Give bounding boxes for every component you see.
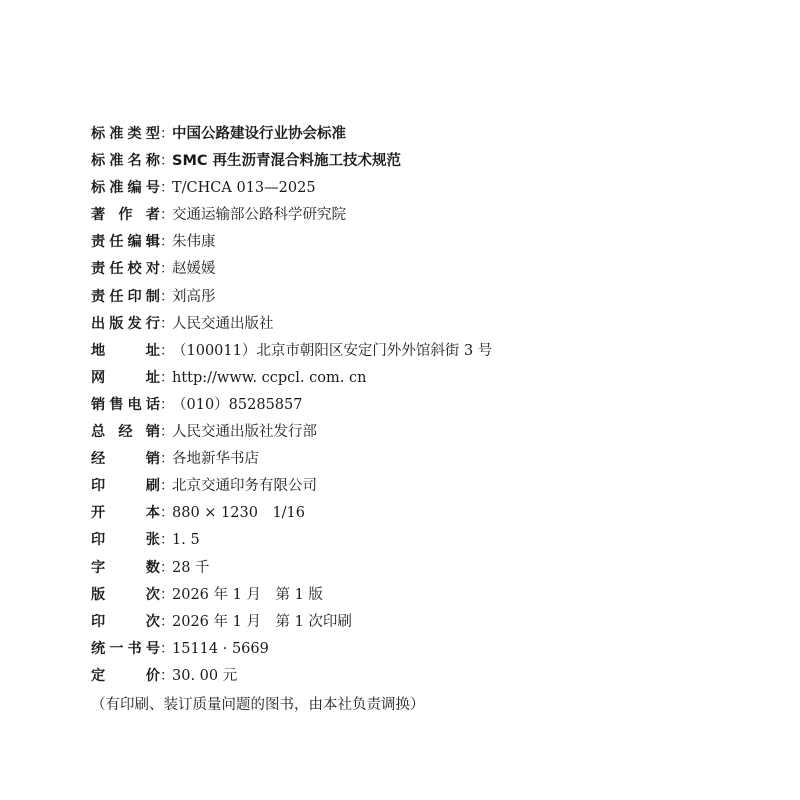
colophon-label: 责任编辑: [91, 234, 160, 251]
colophon-row: [91, 555, 751, 582]
colophon-value: 2026 年 1 月 第 1 版: [172, 586, 323, 603]
colophon-row: [91, 663, 751, 690]
quality-note: （有印刷、装订质量问题的图书，由本社负责调换）: [91, 696, 425, 713]
colophon-separator: ：: [160, 180, 174, 197]
colophon-label: 经 销: [91, 451, 160, 468]
colophon-separator: ：: [160, 126, 174, 142]
colophon-label: 网 址: [91, 369, 160, 386]
colophon-separator: ：: [160, 451, 174, 468]
colophon-value: 2026 年 1 月 第 1 次印刷: [172, 613, 352, 630]
colophon-label: 版 次: [91, 586, 160, 603]
colophon-row: [91, 338, 751, 365]
colophon-value: （010）85285857: [172, 396, 303, 413]
colophon-label: 印 张: [91, 532, 160, 549]
colophon-value: 交通运输部公路科学研究院: [172, 207, 346, 224]
colophon-row: [91, 284, 751, 311]
colophon-separator: ：: [160, 234, 174, 251]
colophon-row: [91, 473, 751, 500]
colophon-row: [91, 500, 751, 527]
colophon-row: [91, 609, 751, 636]
colophon-label: 著 作 者: [91, 207, 160, 224]
colophon-row: [91, 636, 751, 663]
colophon-label: 印 刷: [91, 478, 160, 495]
colophon-separator: ：: [160, 640, 174, 657]
colophon-separator: ：: [160, 342, 174, 359]
colophon-value: 刘高彤: [172, 288, 216, 305]
colophon-label: 责任校对: [91, 261, 160, 278]
colophon-row: [91, 175, 751, 202]
colophon-separator: ：: [160, 478, 174, 495]
colophon-label: 定 价: [91, 667, 160, 684]
colophon-separator: ：: [160, 396, 174, 413]
colophon-value: 各地新华书店: [172, 451, 259, 468]
colophon-label: 地 址: [91, 342, 160, 359]
colophon-row: [91, 202, 751, 229]
colophon-label: 责任印制: [91, 288, 160, 305]
colophon-separator: ：: [160, 505, 174, 522]
colophon-value: T/CHCA 013—2025: [172, 180, 316, 197]
colophon-row: [91, 311, 751, 338]
colophon-separator: ：: [160, 667, 174, 684]
colophon: [91, 121, 751, 719]
colophon-row: [91, 148, 751, 175]
colophon-separator: ：: [160, 153, 174, 170]
colophon-label: 出版发行: [91, 315, 160, 332]
colophon-label: 标准类型: [91, 126, 160, 142]
colophon-value: 30. 00 元: [172, 667, 238, 684]
colophon-row: [91, 527, 751, 554]
colophon-separator: ：: [160, 315, 174, 332]
colophon-separator: ：: [160, 424, 174, 441]
colophon-rows: [91, 121, 751, 690]
colophon-separator: ：: [160, 369, 174, 386]
colophon-separator: ：: [160, 532, 174, 549]
colophon-row: [91, 256, 751, 283]
colophon-row: [91, 229, 751, 256]
colophon-value: 1. 5: [172, 532, 200, 549]
colophon-value: 中国公路建设行业协会标准: [172, 126, 346, 142]
colophon-value: http://www. ccpcl. com. cn: [172, 369, 367, 386]
colophon-separator: ：: [160, 613, 174, 630]
colophon-value: 朱伟康: [172, 234, 216, 251]
colophon-value: 880 × 1230 1/16: [172, 505, 306, 522]
colophon-value: 28 千: [172, 559, 210, 576]
colophon-value: SMC 再生沥青混合料施工技术规范: [172, 153, 402, 170]
colophon-value: 北京交通印务有限公司: [172, 478, 317, 495]
colophon-label: 统一书号: [91, 640, 160, 657]
colophon-separator: ：: [160, 559, 174, 576]
colophon-row: [91, 392, 751, 419]
colophon-label: 总 经 销: [91, 424, 160, 441]
colophon-row: [91, 419, 751, 446]
colophon-row: [91, 121, 751, 148]
colophon-row: [91, 365, 751, 392]
colophon-separator: ：: [160, 288, 174, 305]
colophon-separator: ：: [160, 207, 174, 224]
colophon-value: 15114 · 5669: [172, 640, 269, 657]
colophon-label: 标准名称: [91, 153, 160, 170]
colophon-separator: ：: [160, 261, 174, 278]
colophon-row: [91, 582, 751, 609]
colophon-value: 赵媛媛: [172, 261, 216, 278]
colophon-value: （100011）北京市朝阳区安定门外外馆斜街 3 号: [172, 342, 493, 359]
colophon-label: 标准编号: [91, 180, 160, 197]
colophon-label: 开 本: [91, 505, 160, 522]
colophon-label: 字 数: [91, 559, 160, 576]
colophon-value: 人民交通出版社: [172, 315, 274, 332]
colophon-separator: ：: [160, 586, 174, 603]
colophon-row: [91, 446, 751, 473]
colophon-label: 销售电话: [91, 396, 160, 413]
colophon-value: 人民交通出版社发行部: [172, 424, 317, 441]
colophon-label: 印 次: [91, 613, 160, 630]
